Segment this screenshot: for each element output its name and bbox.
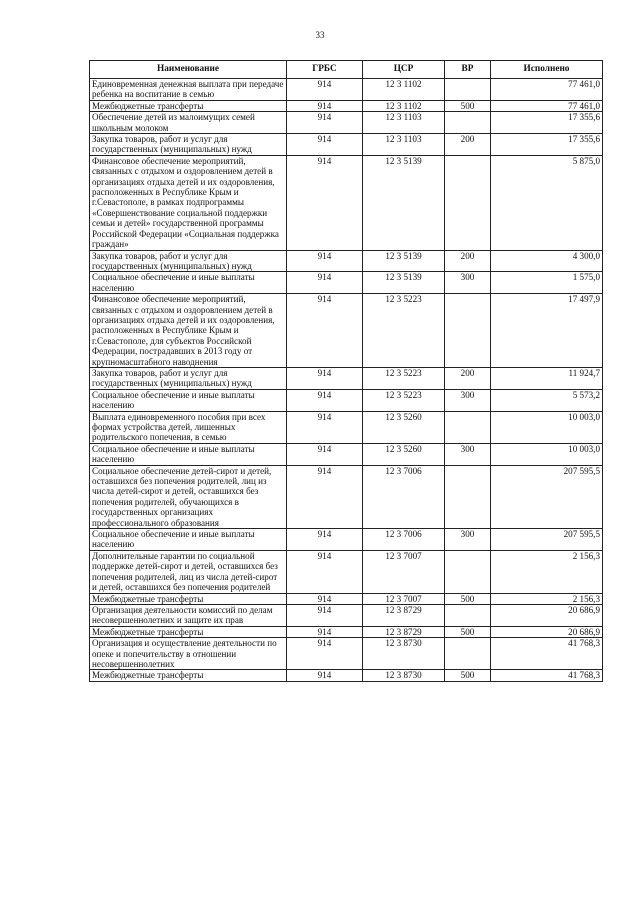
cell-amount: 17 355,6 [491, 112, 603, 134]
cell-csr: 12 3 1103 [363, 134, 445, 156]
table-row [90, 79, 603, 101]
cell-amount: 10 003,0 [491, 411, 603, 443]
cell-name: Межбюджетные трансферты [90, 593, 287, 604]
cell-csr: 12 3 7007 [363, 550, 445, 593]
cell-amount: 4 300,0 [491, 250, 603, 272]
cell-vr: 200 [445, 250, 491, 272]
cell-grbs: 914 [287, 100, 363, 111]
cell-name: Социальное обеспечение и иные выплаты населению [90, 389, 287, 411]
cell-amount: 2 156,3 [491, 550, 603, 593]
cell-csr: 12 3 1103 [363, 112, 445, 134]
table-row [90, 272, 603, 294]
table-row [90, 593, 603, 604]
cell-amount: 10 003,0 [491, 443, 603, 465]
cell-amount: 17 355,6 [491, 134, 603, 156]
cell-csr: 12 3 8729 [363, 604, 445, 626]
cell-grbs: 914 [287, 670, 363, 681]
cell-vr [445, 604, 491, 626]
cell-vr [445, 638, 491, 670]
cell-csr: 12 3 5139 [363, 250, 445, 272]
cell-vr: 200 [445, 367, 491, 389]
cell-grbs: 914 [287, 294, 363, 368]
table-row [90, 250, 603, 272]
cell-grbs: 914 [287, 79, 363, 101]
cell-csr: 12 3 1102 [363, 100, 445, 111]
cell-vr [445, 79, 491, 101]
cell-name: Социальное обеспечение и иные выплаты населению [90, 529, 287, 551]
cell-csr: 12 3 5260 [363, 443, 445, 465]
table-row [90, 465, 603, 528]
budget-table [89, 60, 603, 682]
cell-grbs: 914 [287, 155, 363, 250]
cell-amount: 77 461,0 [491, 100, 603, 111]
cell-vr: 500 [445, 593, 491, 604]
cell-vr [445, 411, 491, 443]
header-csr: ЦСР [363, 61, 445, 79]
cell-name: Социальное обеспечение и иные выплаты населению [90, 443, 287, 465]
cell-vr: 300 [445, 529, 491, 551]
cell-csr: 12 3 5223 [363, 367, 445, 389]
cell-name: Организация деятельности комиссий по делам несовершеннолетних и защите их прав [90, 604, 287, 626]
table-row [90, 411, 603, 443]
cell-grbs: 914 [287, 112, 363, 134]
cell-csr: 12 3 5223 [363, 294, 445, 368]
cell-vr [445, 294, 491, 368]
cell-csr: 12 3 7006 [363, 529, 445, 551]
cell-csr: 12 3 5223 [363, 389, 445, 411]
cell-grbs: 914 [287, 411, 363, 443]
cell-grbs: 914 [287, 134, 363, 156]
cell-name: Единовременная денежная выплата при передаче ребенка на воспитание в семью [90, 79, 287, 101]
cell-vr [445, 112, 491, 134]
cell-grbs: 914 [287, 272, 363, 294]
cell-name: Закупка товаров, работ и услуг для государственных (муниципальных) нужд [90, 134, 287, 156]
table-row [90, 100, 603, 111]
cell-vr: 200 [445, 134, 491, 156]
cell-vr: 300 [445, 272, 491, 294]
cell-vr: 300 [445, 443, 491, 465]
cell-csr: 12 3 7006 [363, 465, 445, 528]
cell-csr: 12 3 8729 [363, 626, 445, 637]
cell-name: Организация и осуществление деятельности по опеке и попечительству в отношении несовершеннолетних [90, 638, 287, 670]
cell-amount: 41 768,3 [491, 638, 603, 670]
cell-name: Финансовое обеспечение мероприятий, связанных с отдыхом и оздоровлением детей в организациях отдыха детей и их оздоровления, расположенных в Республике Крым и г.Севастополе, для субъектов Российской Федерации, пострадавших в 2013 году от крупномасштабного наводнения [90, 294, 287, 368]
cell-amount: 1 575,0 [491, 272, 603, 294]
table-row [90, 529, 603, 551]
cell-grbs: 914 [287, 593, 363, 604]
cell-name: Финансовое обеспечение мероприятий, связанных с отдыхом и оздоровлением детей в организациях отдыха детей и их оздоровления, расположенных в Республике Крым и г.Севастополе, в рамках подпрограммы «Совершенствование социальной поддержки семьи и детей» государственной программы Российской Федерации «Социальная поддержка граждан» [90, 155, 287, 250]
cell-name: Выплата единовременного пособия при всех формах устройства детей, лишенных родительского попечения, в семью [90, 411, 287, 443]
table-row [90, 155, 603, 250]
cell-amount: 5 573,2 [491, 389, 603, 411]
table-row [90, 604, 603, 626]
table-header-row [90, 61, 603, 79]
cell-name: Социальное обеспечение детей-сирот и детей, оставшихся без попечения родителей, лиц из числа детей-сирот и детей, оставшихся без попечения родителей, обучающихся в государственных организациях профессионального образования [90, 465, 287, 528]
cell-grbs: 914 [287, 529, 363, 551]
cell-vr: 500 [445, 626, 491, 637]
table-row [90, 550, 603, 593]
header-grbs: ГРБС [287, 61, 363, 79]
cell-amount: 41 768,3 [491, 670, 603, 681]
table-row [90, 294, 603, 368]
cell-vr: 300 [445, 389, 491, 411]
cell-csr: 12 3 5260 [363, 411, 445, 443]
cell-name: Закупка товаров, работ и услуг для государственных (муниципальных) нужд [90, 250, 287, 272]
cell-vr [445, 465, 491, 528]
cell-csr: 12 3 8730 [363, 670, 445, 681]
cell-vr [445, 155, 491, 250]
cell-name: Социальное обеспечение и иные выплаты населению [90, 272, 287, 294]
header-name: Наименование [90, 61, 287, 79]
cell-vr: 500 [445, 670, 491, 681]
cell-grbs: 914 [287, 389, 363, 411]
cell-amount: 11 924,7 [491, 367, 603, 389]
cell-grbs: 914 [287, 443, 363, 465]
cell-amount: 207 595,5 [491, 529, 603, 551]
table-row [90, 626, 603, 637]
cell-csr: 12 3 8730 [363, 638, 445, 670]
cell-vr [445, 550, 491, 593]
cell-name: Дополнительные гарантии по социальной поддержке детей-сирот и детей, оставшихся без попечения родителей, лиц из числа детей-сирот и детей, оставшихся без попечения родителей [90, 550, 287, 593]
cell-name: Межбюджетные трансферты [90, 626, 287, 637]
cell-amount: 5 875,0 [491, 155, 603, 250]
cell-amount: 20 686,9 [491, 626, 603, 637]
cell-grbs: 914 [287, 465, 363, 528]
cell-amount: 207 595,5 [491, 465, 603, 528]
cell-vr: 500 [445, 100, 491, 111]
cell-grbs: 914 [287, 367, 363, 389]
cell-name: Обеспечение детей из малоимущих семей школьным молоком [90, 112, 287, 134]
table-row [90, 443, 603, 465]
cell-grbs: 914 [287, 626, 363, 637]
page-number: 33 [315, 30, 325, 40]
table-row [90, 112, 603, 134]
cell-grbs: 914 [287, 250, 363, 272]
cell-name: Межбюджетные трансферты [90, 100, 287, 111]
cell-name: Закупка товаров, работ и услуг для государственных (муниципальных) нужд [90, 367, 287, 389]
table-row [90, 134, 603, 156]
cell-amount: 2 156,3 [491, 593, 603, 604]
cell-csr: 12 3 5139 [363, 272, 445, 294]
table-row [90, 367, 603, 389]
cell-csr: 12 3 5139 [363, 155, 445, 250]
cell-csr: 12 3 7007 [363, 593, 445, 604]
cell-grbs: 914 [287, 638, 363, 670]
table-row [90, 670, 603, 681]
cell-amount: 17 497,9 [491, 294, 603, 368]
table-row [90, 389, 603, 411]
cell-name: Межбюджетные трансферты [90, 670, 287, 681]
table-row [90, 638, 603, 670]
cell-amount: 20 686,9 [491, 604, 603, 626]
cell-amount: 77 461,0 [491, 79, 603, 101]
cell-grbs: 914 [287, 604, 363, 626]
cell-grbs: 914 [287, 550, 363, 593]
header-vr: ВР [445, 61, 491, 79]
header-amount: Исполнено [491, 61, 603, 79]
cell-csr: 12 3 1102 [363, 79, 445, 101]
